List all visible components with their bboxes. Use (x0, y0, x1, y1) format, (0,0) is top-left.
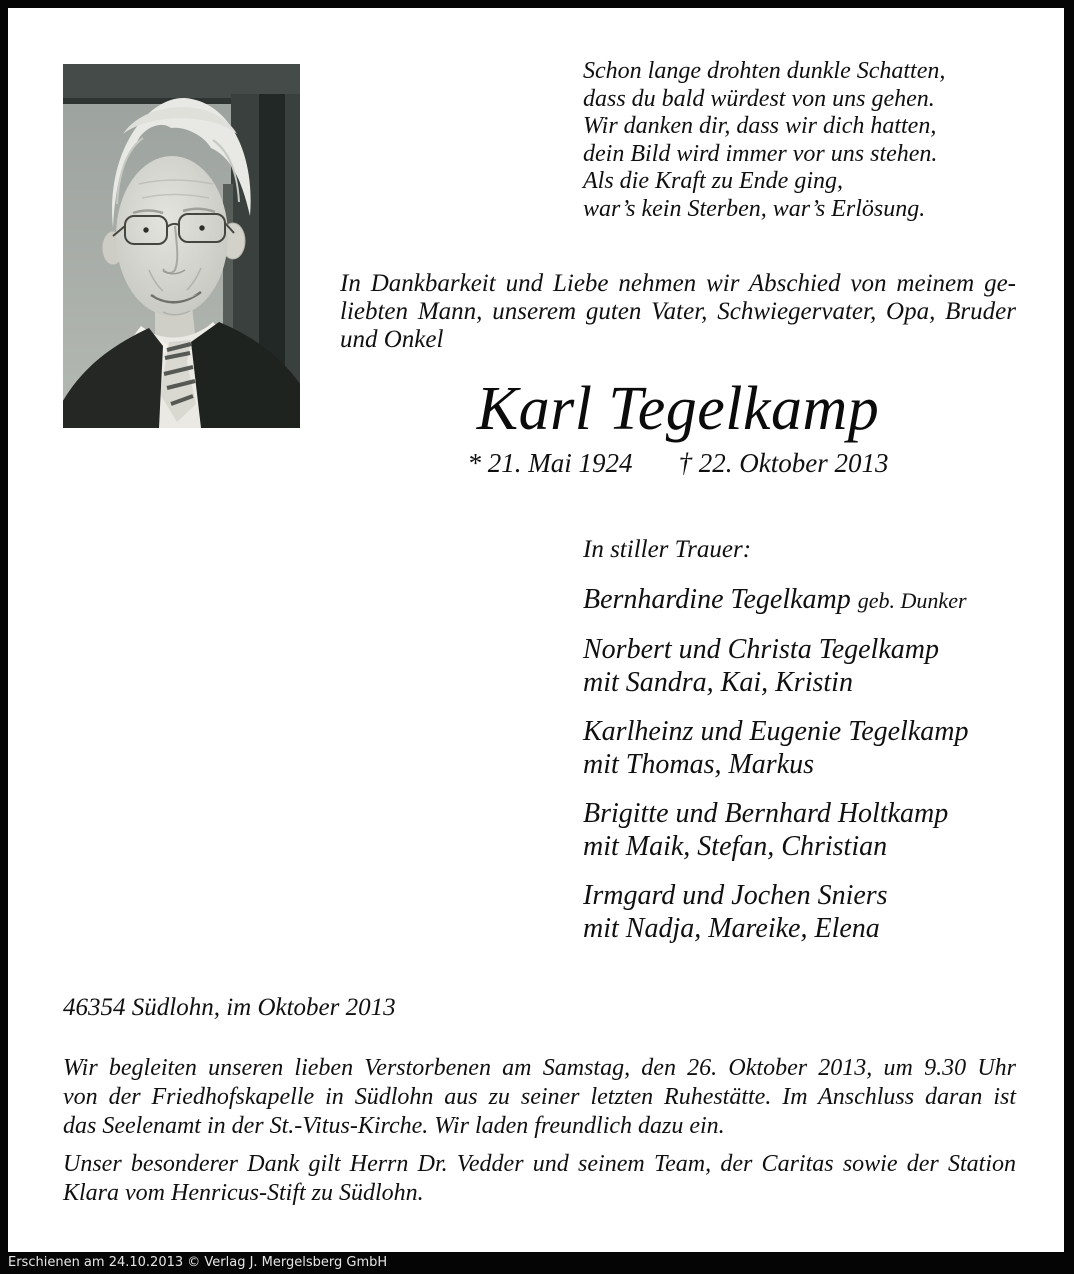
mourner-group (583, 583, 1043, 617)
poem-line: Wir danken dir, dass wir dich hatten, (583, 113, 937, 139)
funeral-line: das Seelenamt in der St.-Vitus-Kirche. Wir laden freundlich dazu ein. (63, 1113, 725, 1139)
left-eye (143, 227, 148, 232)
thanks-line: Klara vom Henricus-Stift zu Südlohn. (63, 1180, 424, 1206)
life-dates (340, 448, 1016, 479)
maiden-name: geb. Dunker (857, 588, 967, 613)
farewell-paragraph (340, 270, 1016, 354)
mourner-name: Brigitte und Bernhard Holtkamp (583, 798, 949, 829)
thanks-line: Unser besonderer Dank gilt Herrn Dr. Vedder und seinem Team, der Caritas sowie der Station (63, 1151, 1016, 1177)
funeral-line: von der Friedhofskapelle in Südlohn aus zu seiner letzten Ruhestätte. Im Anschluss daran ist (63, 1084, 1016, 1110)
funeral-line: Wir begleiten unseren lieben Verstorbenen am Samstag, den 26. Oktober 2013, um 9.30 Uhr (63, 1055, 1016, 1081)
poem-line: Schon lange drohten dunkle Schatten, (583, 58, 946, 84)
obituary-sheet (8, 8, 1064, 1252)
poem-line: dein Bild wird immer vor uns stehen. (583, 140, 938, 167)
mourner-name: Bernhardine Tegelkamp geb. Dunker (583, 584, 967, 615)
thanks-paragraph (63, 1150, 1016, 1208)
death-date: † 22. Oktober 2013 (678, 448, 889, 478)
poem-line: dass du bald würdest von uns gehen. (583, 85, 935, 112)
publisher-footer: Erschienen am 24.10.2013 © Verlag J. Mergelsberg GmbH (0, 1252, 1074, 1274)
mourning-heading: In stiller Trauer: (583, 536, 752, 563)
birth-date: * 21. Mai 1924 (467, 448, 633, 478)
mourner-group (583, 879, 1043, 945)
portrait-photo (63, 64, 300, 428)
farewell-line: liebten Mann, unserem guten Vater, Schwiegervater, Opa, Bruder (340, 298, 1016, 325)
mourner-name: Karlheinz und Eugenie Tegelkamp (583, 716, 969, 747)
mourner-children: mit Sandra, Kai, Kristin (583, 667, 853, 698)
place-date-line: 46354 Südlohn, im Oktober 2013 (63, 994, 396, 1021)
deceased-name: Karl Tegelkamp (476, 375, 880, 443)
mourner-children: mit Thomas, Markus (583, 749, 815, 780)
farewell-line: und Onkel (340, 326, 444, 353)
deceased-block (340, 374, 1016, 479)
funeral-paragraph (63, 1054, 1016, 1141)
mourner-group (583, 633, 1043, 699)
mourner-children: mit Maik, Stefan, Christian (583, 831, 888, 862)
mourner-group (583, 715, 1043, 781)
memorial-poem (583, 58, 1023, 223)
mourner-children: mit Nadja, Mareike, Elena (583, 913, 880, 944)
mourner-group (583, 797, 1043, 863)
farewell-line: In Dankbarkeit und Liebe nehmen wir Abschied von meinem ge- (340, 270, 1016, 297)
mourner-name: Norbert und Christa Tegelkamp (583, 634, 939, 665)
mourner-name: Irmgard und Jochen Sniers (583, 880, 888, 911)
poem-line: war’s kein Sterben, war’s Erlösung. (583, 195, 926, 222)
poem-line: Als die Kraft zu Ende ging, (583, 168, 843, 194)
mourning-section (583, 535, 1043, 961)
right-eye (199, 225, 204, 230)
